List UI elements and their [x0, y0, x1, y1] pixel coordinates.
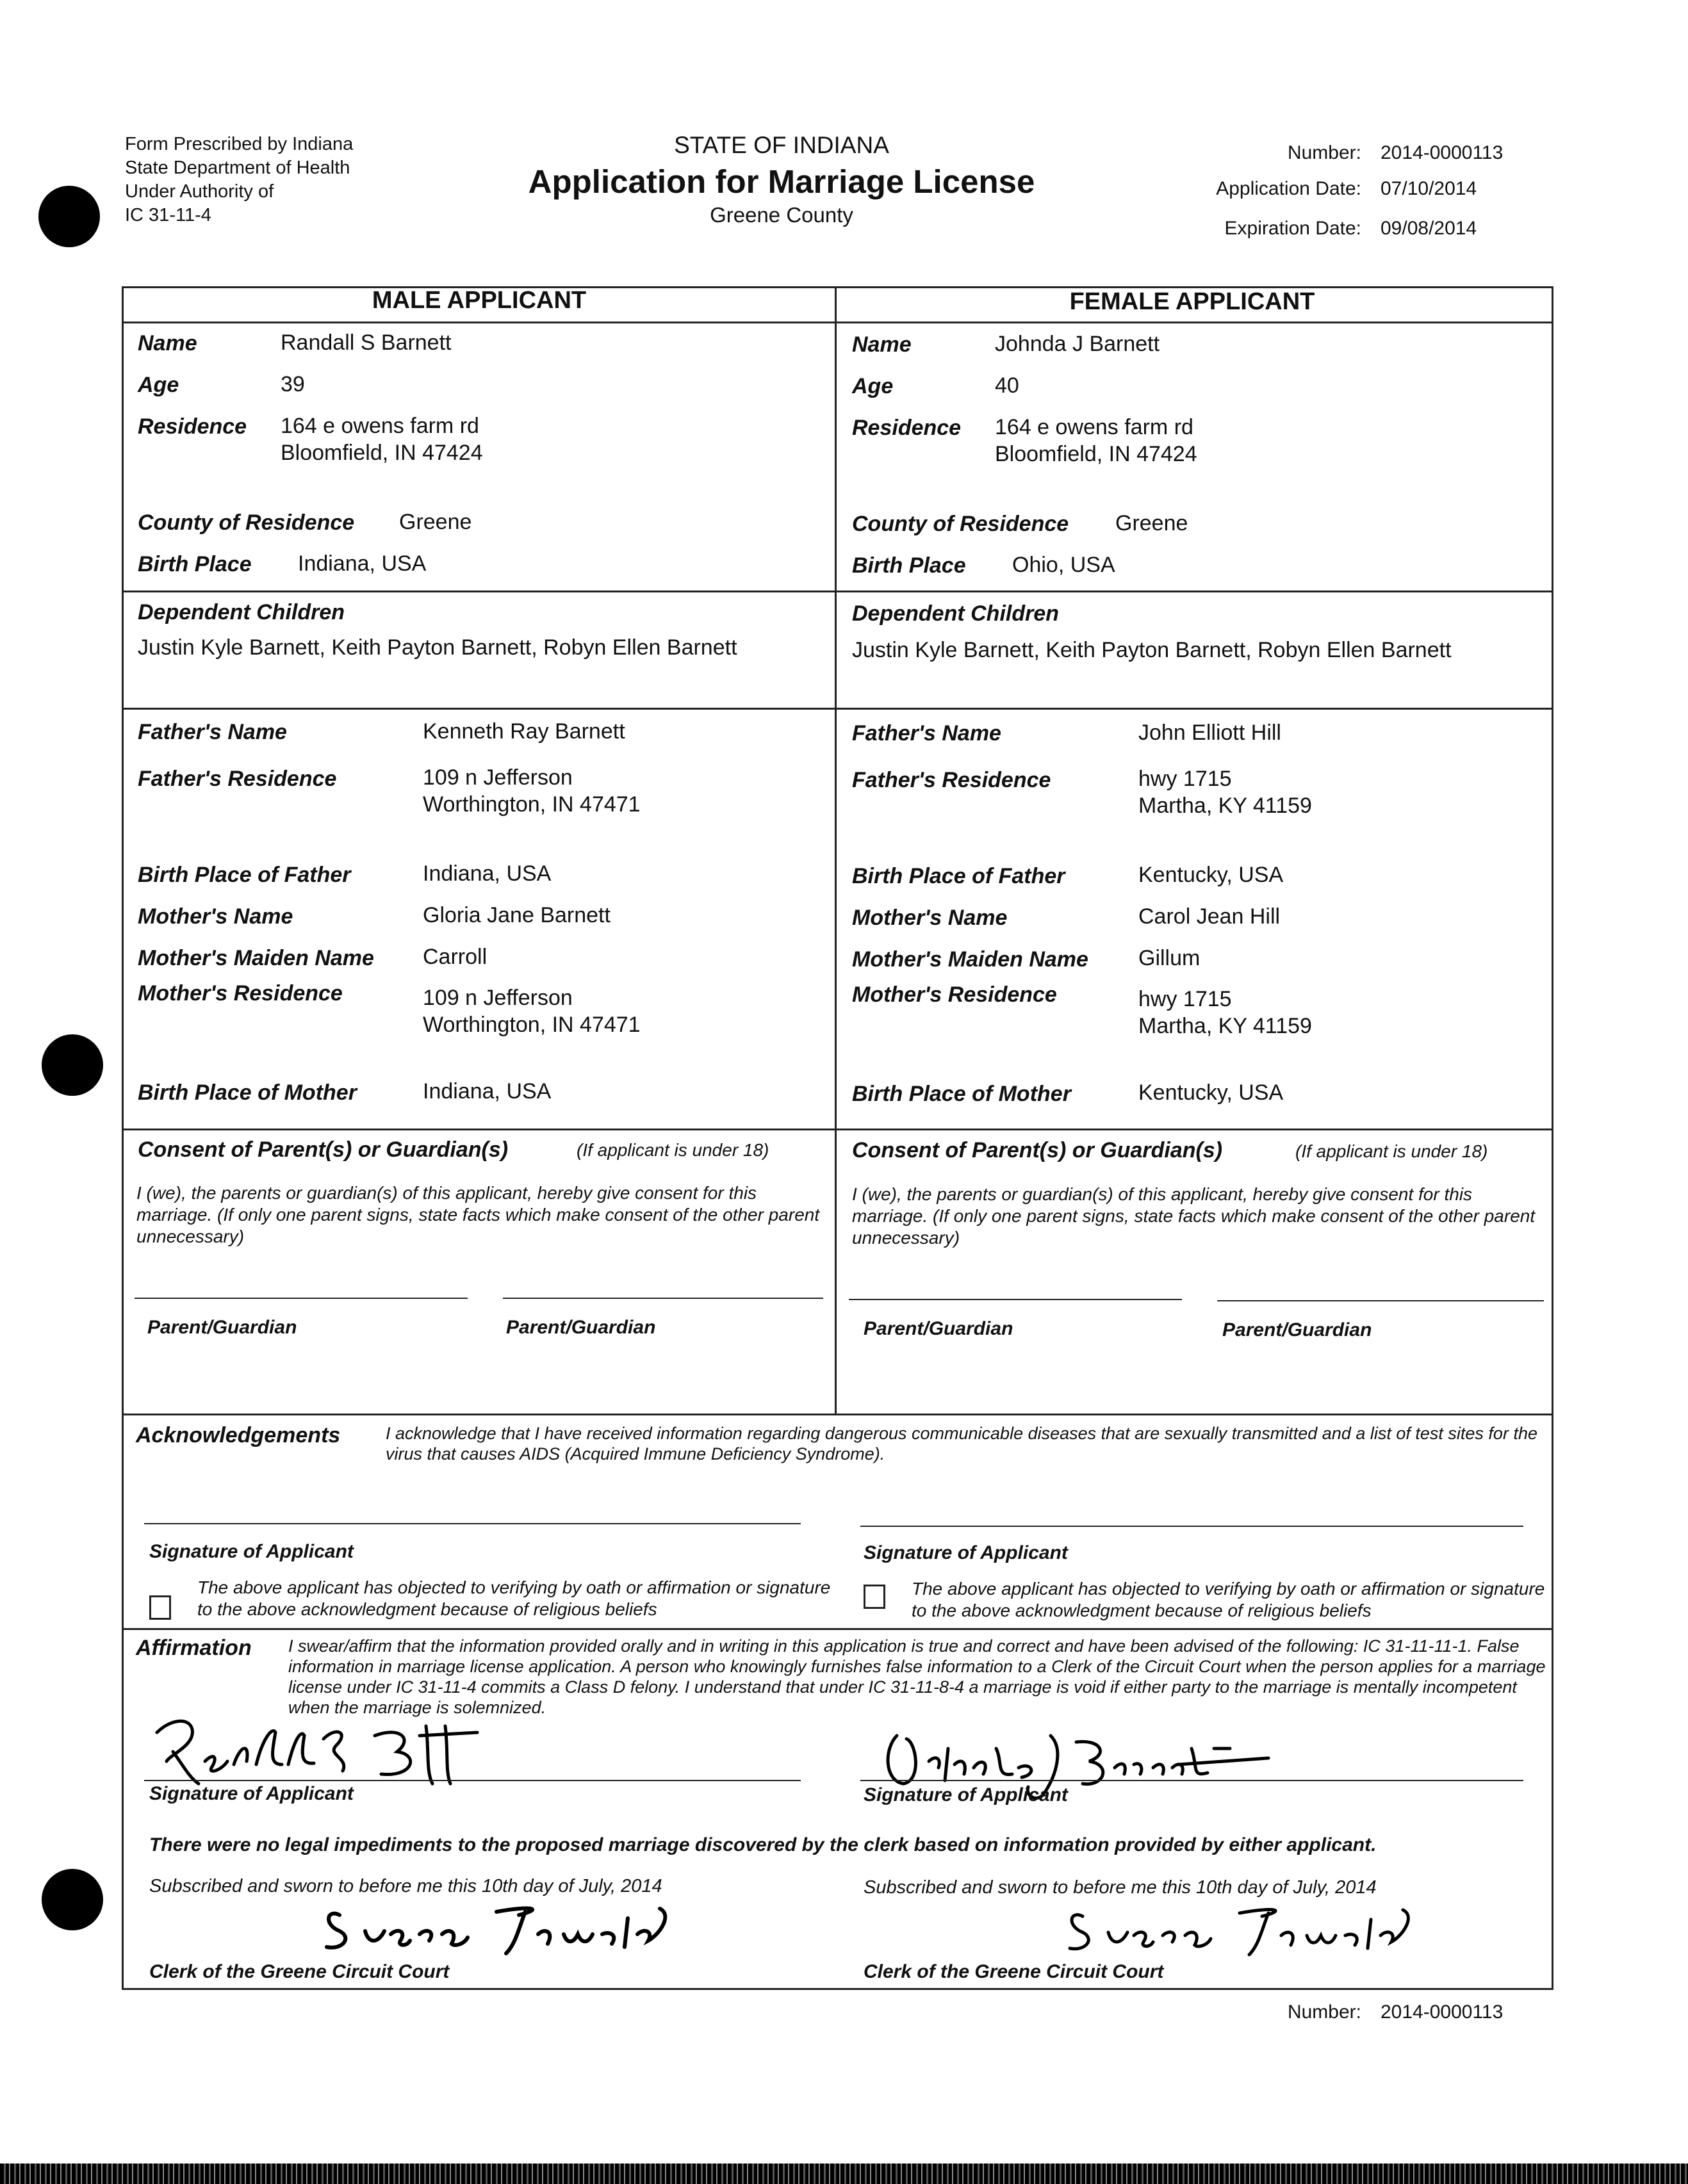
divider — [122, 708, 1553, 710]
punch-hole-top — [38, 186, 100, 247]
female-age-label: Age — [852, 374, 894, 398]
female-mother-birth-label: Birth Place of Mother — [852, 1082, 1071, 1106]
male-father-name-label: Father's Name — [138, 720, 287, 744]
male-residence — [281, 412, 483, 466]
female-age: 40 — [995, 373, 1019, 398]
male-ack-signature-label: Signature of Applicant — [149, 1541, 354, 1562]
female-objection-checkbox[interactable] — [864, 1585, 885, 1609]
male-applicant-signature — [144, 1700, 541, 1797]
female-mother-residence-line: Martha, KY 41159 — [1138, 1014, 1312, 1038]
divider — [122, 322, 1553, 323]
male-mother-maiden: Carroll — [423, 945, 488, 969]
male-father-birth: Indiana, USA — [423, 861, 552, 886]
female-ack-signature-label: Signature of Applicant — [864, 1542, 1068, 1563]
no-impediments-statement: There were no legal impediments to the proposed marriage discovered by the clerk based on information provided by either applicant. — [149, 1834, 1377, 1855]
female-father-birth-label: Birth Place of Father — [852, 864, 1065, 888]
acknowledgements-text: I acknowledge that I have received information regarding dangerous communicable diseases that are sexually transmitted and a list of test sites for the virus that causes AIDS (Acquired Immune Deficiency Syndrome). — [386, 1424, 1537, 1463]
authority-line: State Department of Health — [125, 158, 350, 178]
female-parent-signature-line — [849, 1299, 1182, 1300]
male-ack-signature-line — [144, 1523, 801, 1524]
male-objection-text: The above applicant has objected to verifying by oath or affirmation or signature to the above acknowledgment because of religious beliefs — [197, 1577, 831, 1619]
male-mother-residence-label: Mother's Residence — [138, 981, 343, 1006]
punch-hole-middle — [42, 1034, 103, 1096]
female-name: Johnda J Barnett — [995, 332, 1160, 356]
female-father-residence-line: Martha, KY 41159 — [1138, 794, 1312, 818]
male-residence-line: Bloomfield, IN 47424 — [281, 441, 483, 465]
affirmation-title: Affirmation — [136, 1636, 252, 1660]
female-father-name: John Elliott Hill — [1138, 721, 1281, 745]
female-consent-note: (If applicant is under 18) — [1295, 1141, 1488, 1161]
male-parent-signature-line — [135, 1298, 468, 1299]
male-applicant-heading: MALE APPLICANT — [372, 287, 587, 314]
application-date-label: Application Date: — [1216, 178, 1361, 199]
form-authority — [125, 133, 353, 227]
male-children-label: Dependent Children — [138, 600, 345, 624]
male-clerk-label: Clerk of the Greene Circuit Court — [149, 1961, 450, 1982]
number-label: Number: — [1287, 142, 1361, 163]
female-mother-residence — [1138, 986, 1312, 1039]
female-affirmation-signature-label: Signature of Applicant — [864, 1784, 1068, 1805]
male-mother-maiden-label: Mother's Maiden Name — [138, 946, 374, 970]
female-father-residence — [1138, 765, 1312, 819]
female-residence-line: Bloomfield, IN 47424 — [995, 442, 1197, 466]
female-mother-residence-line: hwy 1715 — [1138, 987, 1232, 1011]
male-objection-checkbox[interactable] — [149, 1595, 171, 1620]
female-mother-maiden-label: Mother's Maiden Name — [852, 947, 1088, 972]
male-mother-name-label: Mother's Name — [138, 904, 293, 929]
male-name: Randall S Barnett — [281, 330, 452, 355]
male-mother-name: Gloria Jane Barnett — [423, 903, 610, 927]
female-objection-text: The above applicant has objected to verifying by oath or affirmation or signature to the above acknowledgment because of religious beliefs — [912, 1579, 1545, 1620]
column-divider — [835, 286, 837, 1414]
female-name-label: Name — [852, 332, 912, 357]
male-mother-residence-line: Worthington, IN 47471 — [423, 1013, 641, 1037]
male-father-residence-label: Father's Residence — [138, 767, 337, 791]
female-residence-label: Residence — [852, 416, 962, 440]
authority-line: IC 31-11-4 — [125, 205, 211, 225]
female-sworn-statement: Subscribed and sworn to before me this 10th day of July, 2014 — [864, 1877, 1377, 1898]
page-title: Application for Marriage License — [528, 163, 1035, 200]
expiration-date-label: Expiration Date: — [1224, 218, 1361, 239]
male-birth-place: Indiana, USA — [298, 551, 427, 576]
female-ack-signature-line — [860, 1526, 1523, 1527]
female-parent-guardian-label: Parent/Guardian — [864, 1318, 1013, 1339]
female-birth-place-label: Birth Place — [852, 553, 966, 578]
female-mother-birth: Kentucky, USA — [1138, 1080, 1284, 1105]
male-name-label: Name — [138, 331, 197, 355]
male-consent-note: (If applicant is under 18) — [577, 1140, 769, 1160]
female-children: Justin Kyle Barnett, Keith Payton Barnett, Robyn Ellen Barnett — [852, 638, 1452, 662]
number-value: 2014-0000113 — [1381, 142, 1504, 163]
female-consent-text: I (we), the parents or guardian(s) of this applicant, hereby give consent for this marriage. (If only one parent signs, state facts which make consent of the other parent unnecessary) — [852, 1184, 1536, 1248]
female-mother-name-label: Mother's Name — [852, 906, 1008, 930]
male-affirmation-signature-line — [144, 1780, 801, 1781]
female-county: Greene — [1115, 511, 1188, 535]
county-name: Greene County — [710, 203, 853, 227]
female-mother-maiden: Gillum — [1138, 946, 1200, 970]
female-affirmation-signature-line — [860, 1780, 1523, 1781]
male-birth-place-label: Birth Place — [138, 552, 252, 576]
punch-hole-bottom — [42, 1869, 103, 1930]
male-father-residence-line: 109 n Jefferson — [423, 765, 573, 790]
male-residence-line: 164 e owens farm rd — [281, 414, 479, 438]
divider — [122, 1414, 1553, 1415]
male-county-label: County of Residence — [138, 510, 355, 535]
male-parent-guardian-label: Parent/Guardian — [506, 1317, 656, 1338]
female-birth-place: Ohio, USA — [1012, 553, 1115, 577]
male-residence-label: Residence — [138, 414, 247, 439]
female-applicant-heading: FEMALE APPLICANT — [1069, 288, 1315, 315]
female-clerk-label: Clerk of the Greene Circuit Court — [864, 1961, 1164, 1982]
male-consent-title: Consent of Parent(s) or Guardian(s) — [138, 1137, 509, 1162]
male-mother-birth: Indiana, USA — [423, 1079, 552, 1104]
female-father-residence-label: Father's Residence — [852, 768, 1051, 792]
female-father-birth: Kentucky, USA — [1138, 863, 1284, 887]
male-mother-birth-label: Birth Place of Mother — [138, 1080, 357, 1105]
footer-number-label: Number: — [1287, 2001, 1361, 2023]
authority-line: Under Authority of — [125, 181, 274, 202]
female-parent-signature-line — [1217, 1300, 1544, 1301]
female-consent-title: Consent of Parent(s) or Guardian(s) — [852, 1138, 1223, 1162]
divider — [122, 1129, 1553, 1130]
authority-line: Form Prescribed by Indiana — [125, 134, 354, 154]
male-father-residence-line: Worthington, IN 47471 — [423, 792, 641, 817]
female-mother-residence-label: Mother's Residence — [852, 982, 1057, 1007]
application-date-value: 07/10/2014 — [1381, 178, 1477, 199]
divider — [122, 591, 1553, 592]
male-parent-guardian-label: Parent/Guardian — [147, 1317, 297, 1338]
female-children-label: Dependent Children — [852, 601, 1060, 626]
male-parent-signature-line — [503, 1298, 823, 1299]
male-county: Greene — [399, 510, 472, 534]
female-residence-line: 164 e owens farm rd — [995, 415, 1193, 439]
scan-artifact-strip — [0, 2164, 1688, 2184]
state-name: STATE OF INDIANA — [674, 132, 889, 158]
male-father-residence — [423, 764, 641, 818]
divider — [122, 1628, 1553, 1630]
female-father-residence-line: hwy 1715 — [1138, 767, 1232, 791]
female-father-name-label: Father's Name — [852, 721, 1001, 746]
male-mother-residence — [423, 984, 641, 1038]
expiration-date-value: 09/08/2014 — [1381, 218, 1477, 239]
female-county-label: County of Residence — [852, 512, 1069, 536]
male-sworn-statement: Subscribed and sworn to before me this 10th day of July, 2014 — [149, 1876, 662, 1896]
affirmation-text: I swear/affirm that the information provided orally and in writing in this application is true and correct and have been advised of the following: IC 31-11-11-1. False information in marriage license application. A person who knowingly furnishes false information to a Clerk of the Circuit Court when the person applies for a marriage license under IC 31-11-4 commits a Class D felony. I understand that under IC 31-11-8-4 a marriage is void if either party to the marriage is mentally incompetent when the marriage is solemnized. — [288, 1636, 1546, 1717]
male-children: Justin Kyle Barnett, Keith Payton Barnett, Robyn Ellen Barnett — [138, 635, 737, 660]
form-title-block — [525, 132, 1038, 227]
footer-number-value: 2014-0000113 — [1381, 2001, 1504, 2023]
male-clerk-signature — [314, 1896, 685, 1960]
male-father-name: Kenneth Ray Barnett — [423, 719, 625, 744]
male-affirmation-signature-label: Signature of Applicant — [149, 1783, 354, 1804]
male-age: 39 — [281, 372, 305, 396]
male-father-birth-label: Birth Place of Father — [138, 863, 351, 887]
male-consent-text: I (we), the parents or guardian(s) of this applicant, hereby give consent for this marriage. (If only one parent signs, state facts which make consent of the other parent unnecessary) — [136, 1183, 820, 1246]
female-mother-name: Carol Jean Hill — [1138, 904, 1281, 929]
male-mother-residence-line: 109 n Jefferson — [423, 986, 573, 1010]
acknowledgements-title: Acknowledgements — [136, 1423, 341, 1447]
male-age-label: Age — [138, 373, 179, 397]
female-residence — [995, 414, 1197, 468]
female-parent-guardian-label: Parent/Guardian — [1222, 1319, 1372, 1341]
female-clerk-signature — [1057, 1897, 1429, 1961]
